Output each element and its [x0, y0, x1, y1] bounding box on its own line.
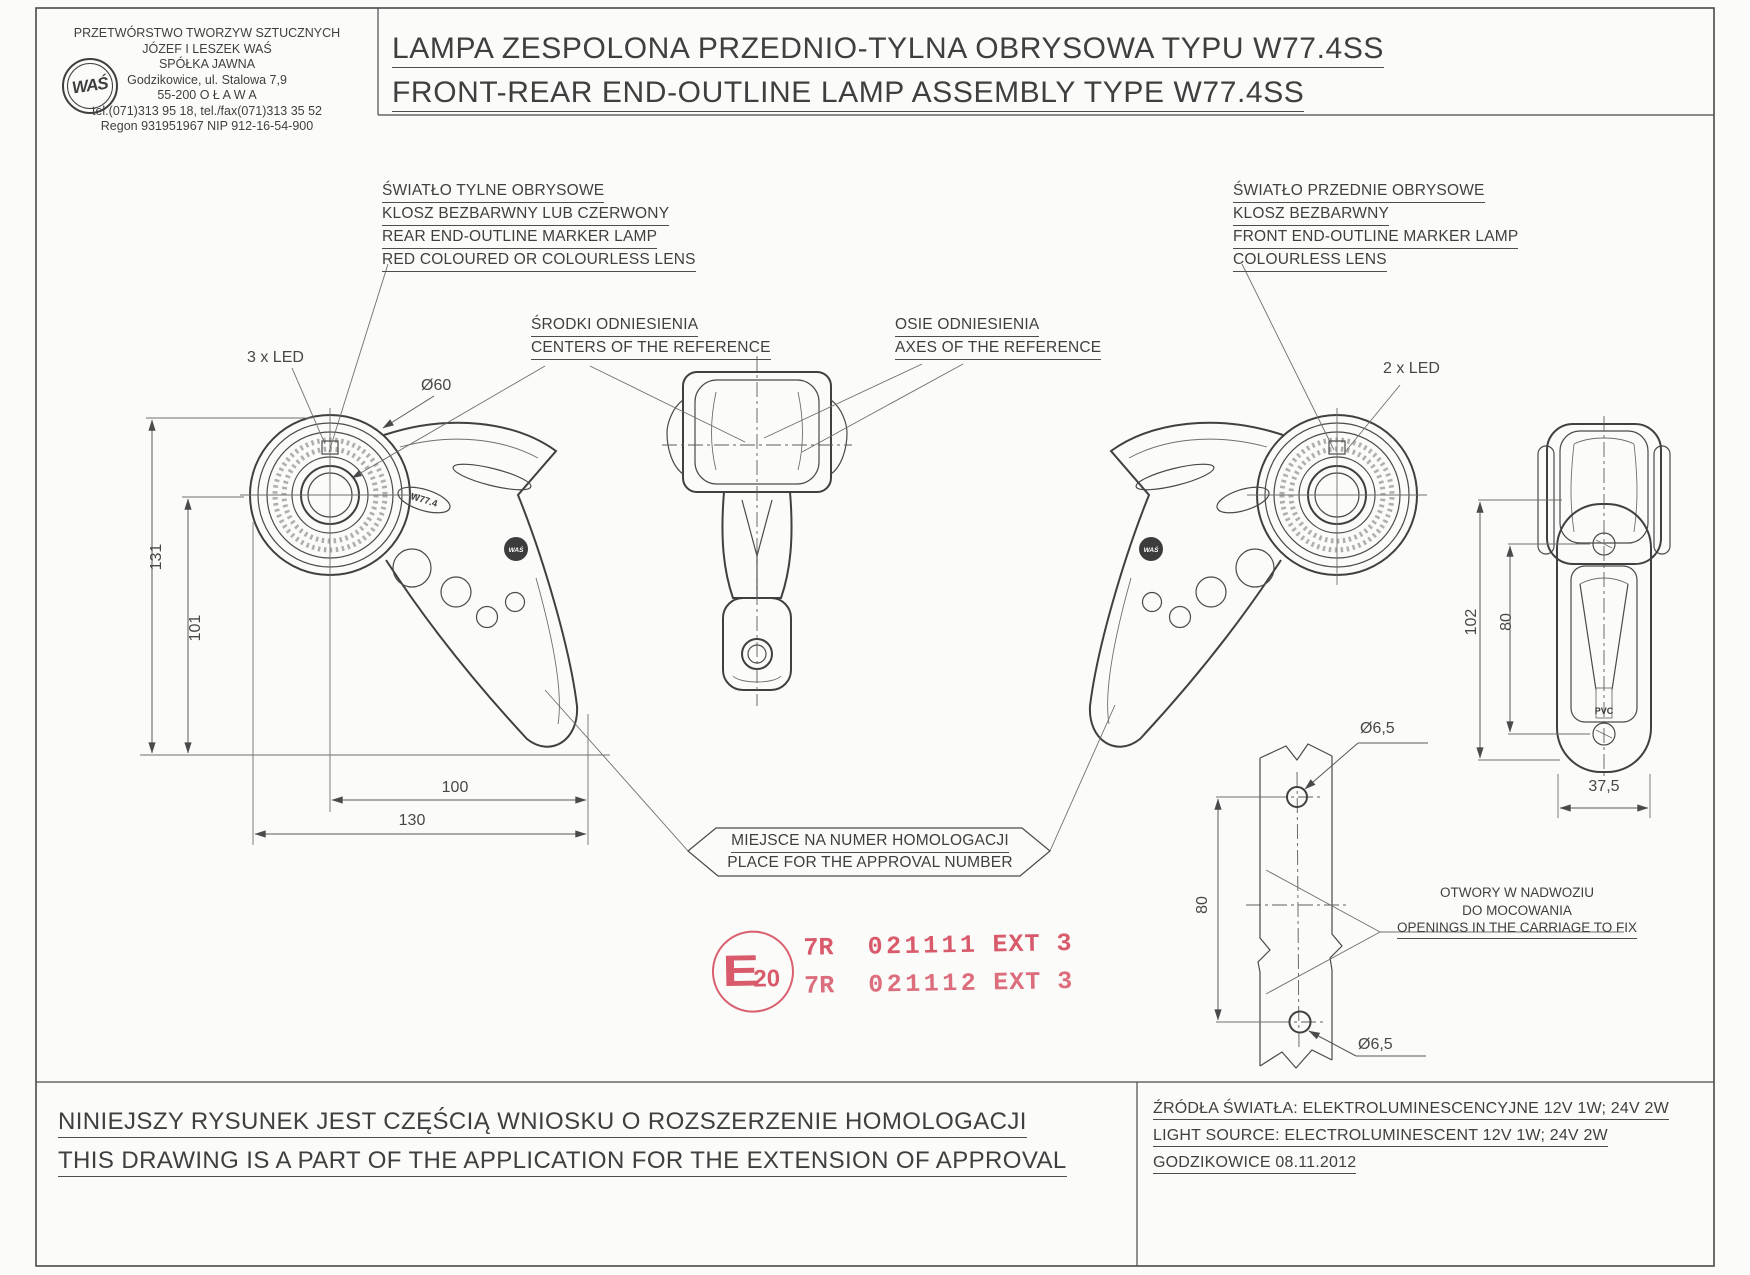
- callout-line: KLOSZ BEZBARWNY: [1233, 204, 1389, 226]
- callout-line: DO MOCOWANIA: [1462, 902, 1572, 918]
- dim-3xled: 3 x LED: [247, 349, 304, 366]
- company-line: JÓZEF I LESZEK WAŚ: [142, 41, 272, 56]
- arm-logo-marking-left: WAŚ: [508, 547, 524, 554]
- approval-stamp: [711, 923, 1093, 1022]
- footer-light-source: [1153, 1100, 1669, 1174]
- dim-101: 101: [187, 614, 204, 642]
- front-view-center: [662, 356, 852, 706]
- dim-2xled: 2 x LED: [1383, 360, 1440, 377]
- stamp-ext: EXT 3: [992, 929, 1073, 960]
- title-block: [392, 32, 1384, 112]
- stamp-ext: EXT 3: [992, 967, 1074, 998]
- callout-line: MIEJSCE NA NUMER HOMOLOGACJI: [731, 831, 1009, 853]
- callout-rear-lamp: [382, 181, 696, 273]
- callout-line: FRONT END-OUTLINE MARKER LAMP: [1233, 227, 1518, 249]
- company-logo-text: WAŚ: [70, 73, 109, 98]
- callout-line: KLOSZ BEZBARWNY LUB CZERWONY: [382, 204, 669, 226]
- side-view-left: [240, 408, 577, 747]
- company-line: Regon 931951967 NIP 912-16-54-900: [100, 119, 314, 133]
- callout-line: COLOURLESS LENS: [1233, 250, 1387, 272]
- stamp-number: 021111: [867, 930, 979, 962]
- stamp-row-2: [804, 967, 1074, 1001]
- arm-model-marking: W77.4: [409, 491, 439, 510]
- callout-line: AXES OF THE REFERENCE: [895, 338, 1101, 360]
- callout-line: REAR END-OUTLINE MARKER LAMP: [382, 227, 657, 249]
- stamp-row-1: [803, 929, 1073, 963]
- arm-logo-marking-right: WAŚ: [1143, 547, 1159, 554]
- statement-pl: NINIEJSZY RYSUNEK JEST CZĘŚCIĄ WNIOSKU O ROZSZERZENIE HOMOLOGACJI: [58, 1108, 1027, 1138]
- callout-line: ŚWIATŁO TYLNE OBRYSOWE: [382, 181, 604, 203]
- place-date: GODZIKOWICE 08.11.2012: [1153, 1154, 1356, 1174]
- company-line: PRZETWÓRSTWO TWORZYW SZTUCZNYCH: [73, 26, 341, 40]
- callout-line: ŚWIATŁO PRZEDNIE OBRYSOWE: [1233, 181, 1485, 203]
- stamp-code: 7R: [803, 971, 835, 1001]
- callout-front-lamp: [1233, 181, 1518, 273]
- e-mark-number: 20: [753, 965, 781, 993]
- callout-line: PLACE FOR THE APPROVAL NUMBER: [727, 854, 1013, 871]
- dim-102: 102: [1463, 608, 1480, 636]
- callout-line: RED COLOURED OR COLOURLESS LENS: [382, 250, 696, 272]
- e-mark-circle: [711, 930, 794, 1013]
- callout-axes: [895, 315, 1101, 361]
- dim-hole-top: Ø6,5: [1360, 720, 1395, 737]
- light-source-pl: ŹRÓDŁA ŚWIATŁA: ELEKTROLUMINESCENCYJNE 12V 1W; 24V 2W: [1153, 1100, 1669, 1120]
- callout-line: OSIE ODNIESIENIA: [895, 315, 1039, 337]
- e-mark-letter: E: [722, 946, 758, 997]
- side-view-right: [1090, 408, 1427, 747]
- callout-approval-place: [700, 831, 1040, 873]
- stamp-number: 021112: [867, 968, 980, 1000]
- company-line: SPÓŁKA JAWNA: [158, 57, 256, 71]
- callout-line: CENTERS OF THE REFERENCE: [531, 338, 771, 360]
- statement-en: THIS DRAWING IS A PART OF THE APPLICATION FOR THE EXTENSION OF APPROVAL: [58, 1147, 1067, 1177]
- dim-d60: Ø60: [421, 377, 452, 394]
- dim-80-rear: 80: [1498, 613, 1515, 631]
- callout-line: ŚRODKI ODNIESIENIA: [531, 315, 698, 337]
- dim-80-holes: 80: [1194, 896, 1211, 914]
- dim-130: 130: [398, 812, 426, 829]
- light-source-en: LIGHT SOURCE: ELECTROLUMINESCENT 12V 1W; 24V 2W: [1153, 1127, 1608, 1147]
- company-line: tel.(071)313 95 18, tel./fax(071)313 35 52: [91, 103, 323, 118]
- callout-centers: [531, 315, 771, 361]
- leader-lines: [329, 264, 1400, 876]
- dim-100: 100: [441, 779, 469, 796]
- company-line: 55-200 O Ł A W A: [157, 88, 257, 102]
- callout-line: OPENINGS IN THE CARRIAGE TO FIX: [1397, 919, 1637, 939]
- drawing-title-en: FRONT-REAR END-OUTLINE LAMP ASSEMBLY TYPE W77.4SS: [392, 76, 1304, 112]
- stamp-code: 7R: [803, 933, 834, 963]
- company-block: [42, 26, 372, 135]
- company-line: Godzikowice, ul. Stalowa 7,9: [127, 72, 287, 87]
- callout-mounting-openings: [1390, 884, 1644, 939]
- dim-131: 131: [148, 543, 165, 571]
- material-marking: PVC: [1594, 706, 1614, 716]
- drawing-title-pl: LAMPA ZESPOLONA PRZEDNIO-TYLNA OBRYSOWA TYPU W77.4SS: [392, 32, 1384, 68]
- footer-statement: [58, 1108, 1067, 1177]
- dim-hole-bottom: Ø6,5: [1358, 1036, 1393, 1053]
- callout-line: OTWORY W NADWOZIU: [1440, 885, 1594, 900]
- dim-37-5: 37,5: [1588, 778, 1620, 795]
